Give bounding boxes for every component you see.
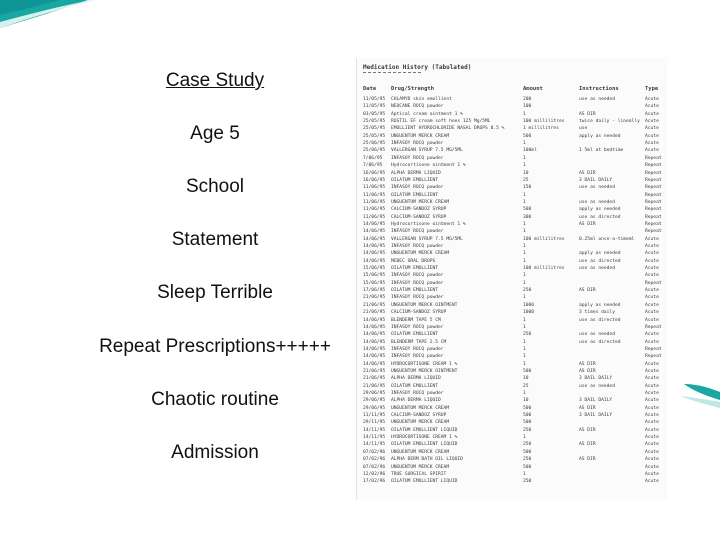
row-type: Acute [645, 310, 659, 316]
row-drug: BLENDERM TAPE 2.5 CM [391, 339, 447, 345]
column-header-instructions: Instructions [579, 86, 619, 92]
row-date: 21/06/95 [363, 368, 386, 374]
row-amount: 1 [523, 111, 526, 117]
row-date: 11/05/95 [363, 97, 386, 102]
row-amount: 1 [523, 339, 526, 345]
row-instructions: use as directed [579, 258, 621, 264]
row-instructions: use as needed [579, 97, 615, 102]
row-drug: OILATUM EMOLLIENT [391, 192, 439, 198]
bullet-repeat-prescriptions: Repeat Prescriptions+++++ [99, 336, 331, 357]
row-date: 11/06/95 [363, 199, 386, 205]
row-instructions: use as directed [579, 214, 621, 220]
row-date: 29/06/95 [363, 398, 386, 404]
row-drug: INFASOY ROCQ powder [391, 273, 444, 279]
row-date: 21/06/95 [363, 310, 386, 316]
row-instructions: use as directed [579, 317, 621, 323]
row-amount: 1 [523, 435, 526, 441]
row-type: Repeat [645, 221, 662, 227]
row-type: Acute [645, 361, 659, 367]
row-drug: UNGUENTUM MERCK CREAM [391, 251, 450, 257]
row-amount: 10 [523, 398, 529, 404]
row-date: 7/06/95 [363, 155, 383, 161]
row-instructions: apply as needed [579, 302, 621, 308]
row-amount: 200 [523, 97, 532, 102]
row-date: 25/05/95 [363, 126, 386, 132]
row-drug: HYDROCORTISONE CREAM 1 % [391, 361, 458, 367]
row-instructions: 3 times daily [579, 310, 615, 316]
row-type: Acute [645, 435, 659, 441]
row-date: 11/06/95 [363, 185, 386, 191]
row-drug: INFASOY ROCQ powder [391, 295, 444, 301]
row-date: 21/06/95 [363, 376, 386, 382]
row-instructions: 1 5ml at bedtime [579, 148, 624, 154]
bullet-admission: Admission [171, 442, 259, 463]
row-date: 25/05/95 [363, 133, 386, 139]
row-amount: 10 [523, 376, 529, 382]
row-type: Repeat [645, 177, 662, 183]
row-type: Acute [645, 398, 659, 404]
row-amount: 25 [523, 383, 529, 389]
row-drug: UNGUENTUM MERCK CREAM [391, 449, 450, 455]
row-drug: ALPHA DERMA LIQUID [391, 376, 441, 382]
row-type: Acute [645, 457, 659, 463]
row-amount: 1 [523, 280, 526, 286]
row-instructions: apply as needed [579, 133, 621, 139]
row-amount: 250 [523, 288, 532, 294]
row-type: Acute [645, 479, 659, 485]
row-instructions: use as needed [579, 332, 615, 338]
row-type: Acute [645, 317, 659, 323]
row-amount: 500 [523, 420, 532, 426]
row-drug: INFASOY ROCQ powder [391, 280, 444, 286]
row-type: Acute [645, 251, 659, 257]
row-drug: UNGUENTUM MERCK CREAM [391, 199, 450, 205]
row-date: 14/06/95 [363, 251, 386, 257]
row-type: Repeat [645, 170, 662, 176]
row-type: Acute [645, 442, 659, 448]
row-amount: 100 millilitres [523, 266, 565, 272]
row-drug: ALPHA DERM BATH OIL LIQUID [391, 457, 463, 463]
row-amount: 25 [523, 177, 529, 183]
row-drug: INFASOY ROCQ powder [391, 244, 444, 249]
row-amount: 1 [523, 273, 526, 279]
row-amount: 250 [523, 442, 532, 448]
row-date: 14/06/95 [363, 221, 386, 227]
row-date: 14/06/95 [363, 339, 386, 345]
row-date: 21/06/95 [363, 383, 386, 389]
row-type: Acute [645, 302, 659, 308]
row-instructions: AS DIR [579, 361, 596, 367]
row-drug: INFASOY ROCQ powder [391, 155, 444, 161]
row-date: 21/06/95 [363, 302, 386, 308]
row-type: Acute [645, 449, 659, 455]
row-amount: 1 [523, 361, 526, 367]
row-date: 25/06/95 [363, 141, 386, 147]
row-drug: ALPHA DERMA LIQUID [391, 170, 441, 176]
row-instructions: 3 DAIL DAILY [579, 398, 613, 404]
row-drug: OILATUM EMOLLIENT [391, 266, 439, 272]
row-amount: 150 [523, 185, 532, 191]
row-date: 16/06/95 [363, 170, 386, 176]
row-amount: 1 [523, 141, 526, 147]
row-amount: 1 [523, 192, 526, 198]
column-header-date: Date [363, 86, 377, 92]
row-amount: 100ml [523, 148, 537, 154]
row-type: Repeat [645, 214, 662, 220]
row-type: Acute [645, 368, 659, 374]
row-date: 17/02/96 [363, 479, 386, 485]
row-date: 07/02/96 [363, 449, 386, 455]
row-date: 14/06/95 [363, 324, 386, 330]
row-type: Acute [645, 288, 659, 294]
row-instructions: AS DIR [579, 457, 596, 463]
row-date: 14/06/95 [363, 229, 386, 235]
row-drug: INFASOY ROCQ powder [391, 354, 444, 360]
row-amount: 100 millilitres [523, 119, 565, 125]
row-amount: 500 [523, 405, 532, 411]
row-drug: CALCIUM-SANDOZ SYRUP [391, 214, 447, 220]
printout-title: Medication History (Tabulated) [363, 64, 472, 71]
row-date: 29/06/95 [363, 391, 386, 396]
row-type: Acute [645, 133, 659, 139]
row-amount: 1 [523, 251, 526, 257]
row-instructions: AS DIR [579, 405, 596, 411]
row-type: Acute [645, 383, 659, 389]
row-date: 14/11/95 [363, 442, 386, 448]
bullet-sleep: Sleep Terrible [157, 282, 273, 303]
row-drug: UNGUENTUM MERCK CREAM [391, 464, 450, 470]
row-drug: ROSTIL EF cream soft hoes 125 Mg/5ML [391, 119, 491, 125]
row-drug: INFASOY ROCQ powder [391, 391, 444, 396]
row-drug: CALCIUM-SANDOZ SYRUP [391, 413, 447, 419]
row-instructions: use as needed [579, 266, 615, 272]
row-instructions: use as needed [579, 185, 615, 191]
row-drug: EMOLLIENT HYDROCHLORIDE NASAL DROPS 0.5 % [391, 126, 505, 132]
row-drug: OILATUM EMOLLIENT LIQUID [391, 442, 458, 448]
row-date: 29/06/95 [363, 405, 386, 411]
row-type: Repeat [645, 163, 662, 169]
row-drug: ALPHA DERMA LIQUID [391, 398, 441, 404]
row-type: Acute [645, 464, 659, 470]
row-date: 21/06/95 [363, 295, 386, 301]
row-type: Acute [645, 236, 659, 242]
row-drug: MEBEC ORAL DROPS [391, 258, 436, 264]
row-drug: UNGUENTUM MERCK CREAM [391, 420, 450, 426]
row-amount: 1 [523, 471, 526, 477]
row-date: 12/02/96 [363, 471, 386, 477]
row-type: Repeat [645, 354, 662, 360]
row-type: Acute [645, 244, 659, 249]
row-instructions: AS DIR [579, 368, 596, 374]
row-amount: 10 [523, 170, 529, 176]
row-type: Acute [645, 119, 659, 125]
row-type: Acute [645, 391, 659, 396]
bullet-statement: Statement [171, 229, 259, 250]
row-instructions: AS DIR [579, 221, 596, 227]
row-type: Repeat [645, 185, 662, 191]
row-instructions: AS DIR [579, 170, 596, 176]
row-type: Repeat [645, 155, 662, 161]
row-drug: CALCIUM-SANDOZ SYRUP [391, 310, 447, 316]
row-date: 14/06/95 [363, 361, 386, 367]
row-drug: INFASOY ROCQ powder [391, 229, 444, 235]
row-drug: INFASOY ROCQ powder [391, 346, 444, 352]
row-date: 14/06/95 [363, 317, 386, 323]
row-type: Acute [645, 111, 659, 117]
row-amount: 1 [523, 155, 526, 161]
row-amount: 1 [523, 354, 526, 360]
row-type: Repeat [645, 324, 662, 330]
row-drug: OILATUM EMOLLIENT [391, 332, 439, 338]
bullet-age: Age 5 [190, 123, 240, 144]
row-date: 11/05/95 [363, 104, 386, 110]
row-type: Acute [645, 258, 659, 264]
row-type: Acute [645, 420, 659, 426]
row-date: 14/06/95 [363, 258, 386, 264]
row-amount: 1 [523, 229, 526, 235]
row-amount: 500 [523, 133, 532, 139]
case-study-heading: Case Study [165, 70, 265, 91]
row-amount: 1 [523, 258, 526, 264]
row-amount: 1 [523, 163, 526, 169]
row-type: Acute [645, 339, 659, 345]
row-amount: 500 [523, 413, 532, 419]
teal-corner-graphic [676, 280, 720, 540]
row-date: 11/06/95 [363, 192, 386, 198]
row-drug: VALLERGAN SYRUP 7.5 MG/5ML [391, 236, 463, 242]
row-type: Acute [645, 266, 659, 272]
row-instructions: 0.25ml once-a-timeml [579, 236, 635, 242]
row-type: Repeat [645, 199, 662, 205]
column-header-type: Type [645, 86, 659, 92]
row-type: Acute [645, 405, 659, 411]
row-type: Repeat [645, 280, 662, 286]
row-type: Acute [645, 126, 659, 132]
column-header-amount: Amount [523, 86, 543, 92]
medication-history-printout [356, 58, 667, 500]
column-header-drug: Drug/Strength [391, 86, 435, 92]
row-amount: 500 [523, 449, 532, 455]
row-amount: 250 [523, 457, 532, 463]
row-drug: TRUE SURGICAL SPIRIT [391, 471, 447, 477]
row-instructions: apply as needed [579, 207, 621, 213]
row-date: 14/06/95 [363, 354, 386, 360]
row-date: 29/11/95 [363, 420, 386, 426]
row-instructions: use as directed [579, 339, 621, 345]
row-date: 16/06/95 [363, 177, 386, 183]
row-date: 17/06/95 [363, 288, 386, 294]
row-date: 07/02/96 [363, 457, 386, 463]
row-amount: 1 [523, 317, 526, 323]
row-type: Acute [645, 376, 659, 382]
row-amount: 100 millilitres [523, 236, 565, 242]
row-date: 15/06/95 [363, 280, 386, 286]
row-instructions: twice daily - lineally [579, 119, 640, 125]
row-amount: 1 [523, 391, 526, 396]
row-drug: OILATUM EMOLLIENT LIQUID [391, 427, 458, 433]
row-amount: 500 [523, 464, 532, 470]
row-date: 25/06/95 [363, 148, 386, 154]
row-drug: UNGUENTUM MERCK OINTMENT [391, 302, 458, 308]
row-date: 7/06/95 [363, 163, 383, 169]
row-drug: NEOCANE ROCQ powder [391, 104, 444, 110]
row-drug: OILATUM EMOLLIENT [391, 383, 439, 389]
row-date: 14/06/95 [363, 332, 386, 338]
row-amount: 250 [523, 427, 532, 433]
row-instructions: AS DIR [579, 427, 596, 433]
row-drug: UNGUENTUM MERCK CREAM [391, 405, 450, 411]
bullet-school: School [185, 176, 245, 197]
row-date: 03/05/95 [363, 111, 386, 117]
row-drug: CHLAMYD skin emollient [391, 97, 452, 102]
row-drug: HYDROCORTISONE CREAM 1 % [391, 435, 458, 441]
row-amount: 1000 [523, 302, 535, 308]
row-type: Acute [645, 97, 659, 102]
row-type: Acute [645, 273, 659, 279]
row-instructions: use as needed [579, 383, 615, 389]
row-type: Repeat [645, 192, 662, 198]
row-type: Acute [645, 471, 659, 477]
row-type: Acute [645, 427, 659, 433]
row-drug: UNGUENTUM MERCK CREAM [391, 133, 450, 139]
row-amount: 1 millilitres [523, 126, 559, 132]
row-instructions: use as needed [579, 199, 615, 205]
row-drug: Hydrocortisone ointment 1 % [391, 221, 466, 227]
row-amount: 1 [523, 199, 526, 205]
row-type: Acute [645, 413, 659, 419]
row-instructions: AS DIR [579, 288, 596, 294]
row-drug: OILATUM EMOLLIENT [391, 288, 439, 294]
bullet-chaotic-routine: Chaotic routine [151, 389, 279, 410]
row-drug: INFASOY ROCQ powder [391, 141, 444, 147]
row-amount: 1 [523, 221, 526, 227]
row-amount: 100 [523, 104, 532, 110]
row-date: 11/06/95 [363, 207, 386, 213]
row-instructions: AS DIR [579, 442, 596, 448]
title-underline [363, 72, 421, 73]
row-amount: 250 [523, 479, 532, 485]
row-date: 07/02/96 [363, 464, 386, 470]
row-type: Repeat [645, 207, 662, 213]
row-amount: 300 [523, 214, 532, 220]
row-type: Repeat [645, 229, 662, 235]
row-drug: CALCIUM-SANDOZ SYRUP [391, 207, 447, 213]
row-amount: 1 [523, 346, 526, 352]
row-type: Acute [645, 295, 659, 301]
row-date: 14/06/95 [363, 346, 386, 352]
row-amount: 250 [523, 332, 532, 338]
row-amount: 1 [523, 295, 526, 301]
row-drug: INFASOY ROCQ powder [391, 185, 444, 191]
row-instructions: 3 DAIL DAILY [579, 177, 613, 183]
row-amount: 1 [523, 324, 526, 330]
row-drug: BLENDERM TAPE 5 CM [391, 317, 441, 323]
row-instructions: 3 DAIL DAILY [579, 413, 613, 419]
row-amount: 500 [523, 368, 532, 374]
row-date: 15/06/95 [363, 266, 386, 272]
row-date: 14/11/95 [363, 427, 386, 433]
row-date: 11/11/95 [363, 413, 386, 419]
row-date: 25/05/95 [363, 119, 386, 125]
row-drug: OILATUM EMOLLIENT LIQUID [391, 479, 458, 485]
row-instructions: use [579, 126, 588, 132]
row-type: Acute [645, 104, 659, 110]
row-type: Repeat [645, 346, 662, 352]
row-date: 14/06/95 [363, 236, 386, 242]
row-instructions: 3 DAIL DAILY [579, 376, 613, 382]
row-type: Acute [645, 332, 659, 338]
row-date: 11/06/95 [363, 214, 386, 220]
row-amount: 1000 [523, 310, 535, 316]
row-drug: Hydrocortisone ointment 1 % [391, 163, 466, 169]
row-type: Acute [645, 148, 659, 154]
row-drug: VALLERGAN SYRUP 7.5 MG/5ML [391, 148, 463, 154]
row-date: 14/06/95 [363, 244, 386, 249]
medication-row [357, 478, 667, 486]
row-drug: UNGUENTUM MERCK OINTMENT [391, 368, 458, 374]
row-date: 14/11/95 [363, 435, 386, 441]
row-amount: 500 [523, 207, 532, 213]
row-drug: Aptical cream ointment 1 % [391, 111, 463, 117]
row-date: 15/06/95 [363, 273, 386, 279]
row-amount: 1 [523, 244, 526, 249]
row-drug: OILATUM EMOLLIENT [391, 177, 439, 183]
row-type: Acute [645, 141, 659, 147]
row-instructions: apply as needed [579, 251, 621, 257]
row-drug: INFASOY ROCQ powder [391, 324, 444, 330]
row-instructions: AS DIR [579, 111, 596, 117]
